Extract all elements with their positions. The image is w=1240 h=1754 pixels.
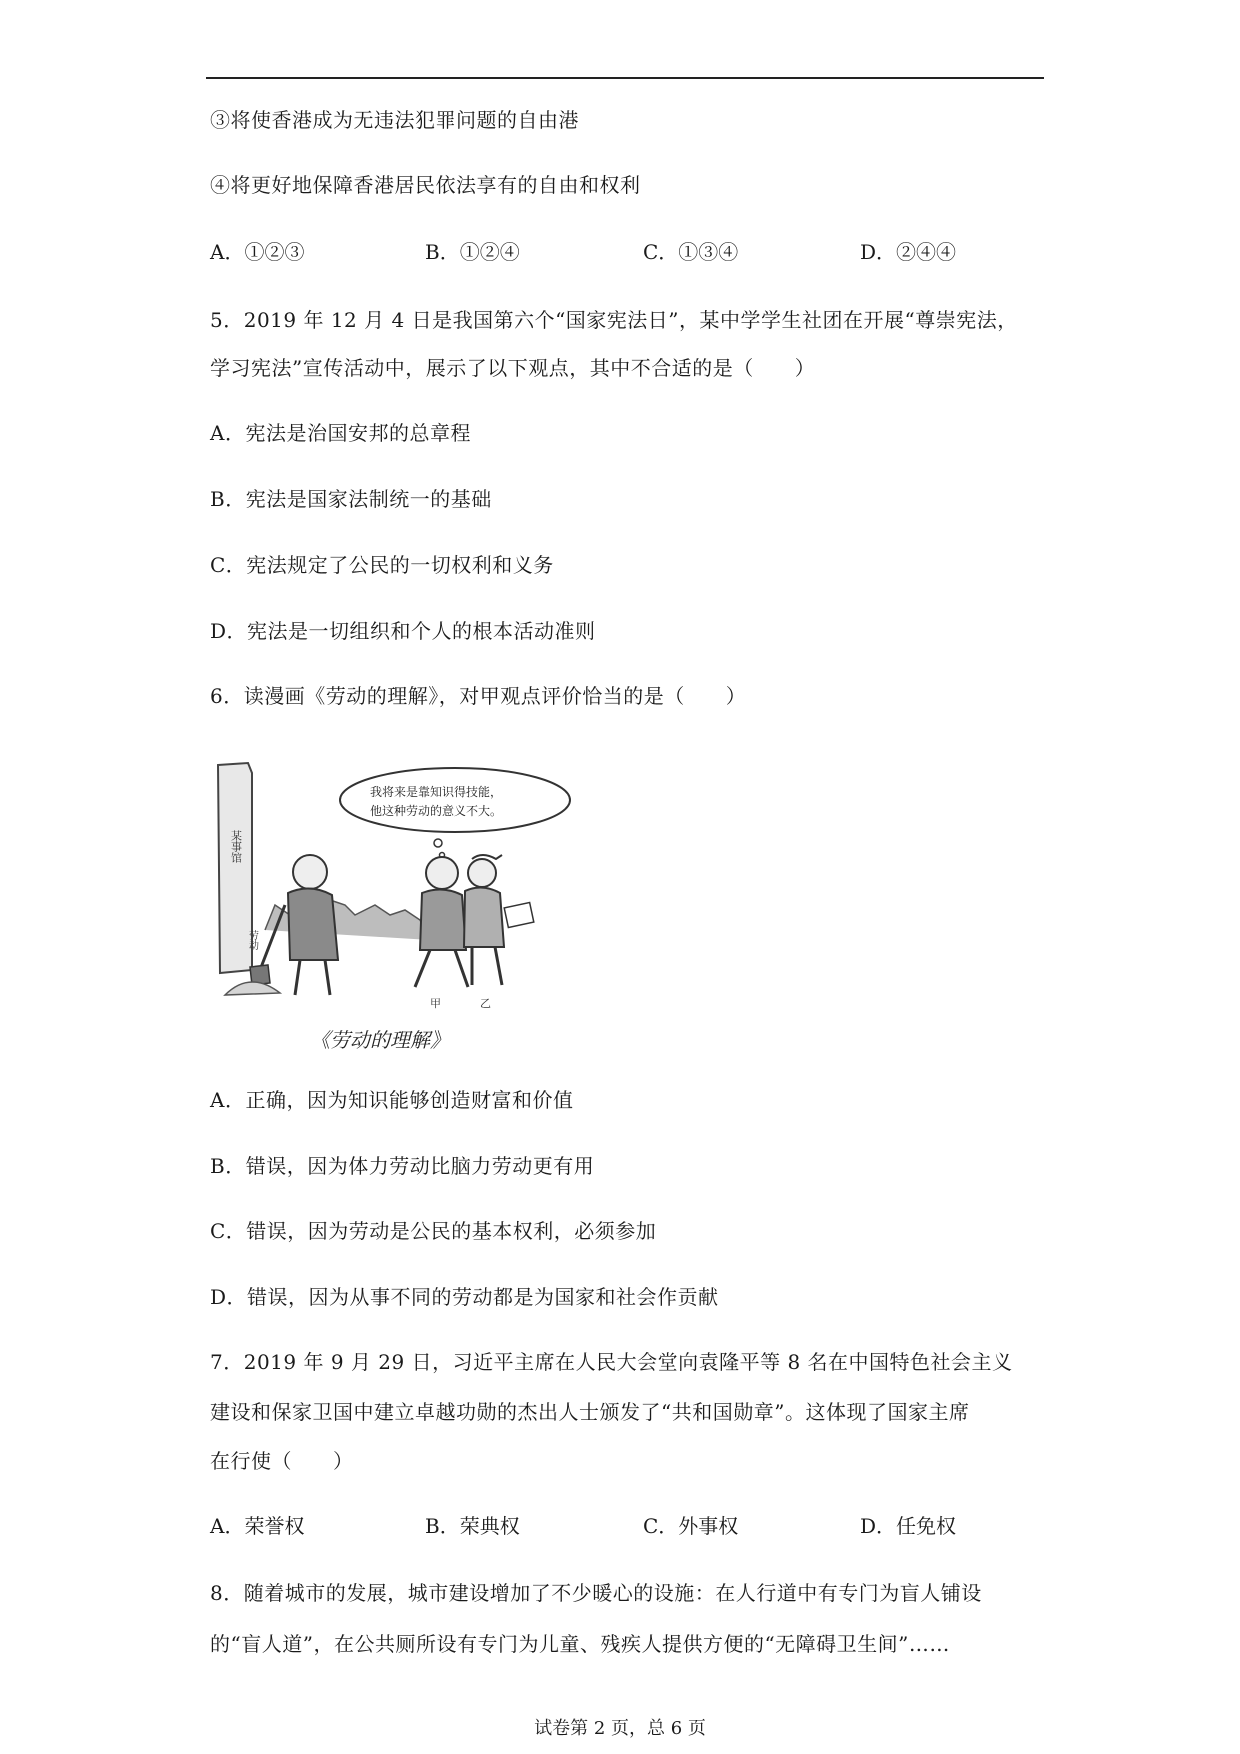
q5-stem-line2: 学习宪法”宣传活动中，展示了以下观点，其中不合适的是（ ） [210,356,816,380]
q8-stem-line1: 8．随着城市的发展，城市建设增加了不少暖心的设施：在人行道中有专门为盲人铺设 [210,1581,982,1605]
q8-stem-line2: 的“盲人道”，在公共厕所设有专门为儿童、残疾人提供方便的“无障碍卫生间”…… [210,1632,950,1656]
signpost-label: 某事馆 [229,830,243,863]
q4-statement-4: ④将更好地保障香港居民依法享有的自由和权利 [210,173,641,197]
q5-option-a: A．宪法是治国安邦的总章程 [210,421,471,445]
speech-bubble-line2: 他这种劳动的意义不大。 [370,804,503,818]
q4-option-b: B．①②④ [425,240,520,264]
q6-option-a: A．正确，因为知识能够创造财富和价值 [210,1088,574,1112]
speech-bubble-line1: 我将来是靠知识得技能， [370,785,503,799]
label-yi: 乙 [480,997,491,1010]
q7-stem-line3: 在行使（ ） [210,1449,354,1473]
q7-option-c: C．外事权 [643,1514,739,1538]
speech-bubble [340,768,570,832]
shovel-label: 劳动 [246,930,258,950]
q6-option-b: B．错误，因为体力劳动比脑力劳动更有用 [210,1154,595,1178]
header-rule [206,77,1044,79]
worker-figure [250,855,338,995]
dirt-pile [225,982,280,995]
q4-statement-3: ③将使香港成为无违法犯罪问题的自由港 [210,108,579,132]
q5-option-d: D．宪法是一切组织和个人的根本活动准则 [210,619,596,643]
q7-option-b: B．荣典权 [425,1514,520,1538]
q7-option-a: A．荣誉权 [210,1514,305,1538]
q6-stem: 6．读漫画《劳动的理解》，对甲观点评价恰当的是（ ） [210,684,747,708]
q6-option-d: D．错误，因为从事不同的劳动都是为国家和社会作贡献 [210,1285,719,1309]
q5-stem-line1: 5．2019 年 12 月 4 日是我国第六个“国家宪法日”，某中学学生社团在开展“尊崇宪法， [210,308,1018,332]
figure-yi [464,855,534,985]
q7-stem-line2: 建设和保家卫国中建立卓越功勋的杰出人士颁发了“共和国勋章”。这体现了国家主席 [210,1400,970,1424]
q7-stem-line1: 7．2019 年 9 月 29 日，习近平主席在人民大会堂向袁隆平等 8 名在中国特色社会主义 [210,1350,1013,1374]
cartoon-caption: 《劳动的理解》 [310,1028,450,1052]
q7-option-d: D．任免权 [860,1514,957,1538]
q5-option-c: C．宪法规定了公民的一切权利和义务 [210,553,554,577]
q4-option-a: A．①②③ [210,240,305,264]
figure-jia [415,857,468,987]
q6-option-c: C．错误，因为劳动是公民的基本权利，必须参加 [210,1219,657,1243]
page-footer: 试卷第 2 页，总 6 页 [534,1718,706,1739]
cartoon-labor-understanding [210,755,590,1055]
q4-option-c: C．①③④ [643,240,739,264]
q5-option-b: B．宪法是国家法制统一的基础 [210,487,492,511]
label-jia: 甲 [430,997,441,1010]
q4-option-d: D．②④④ [860,240,957,264]
